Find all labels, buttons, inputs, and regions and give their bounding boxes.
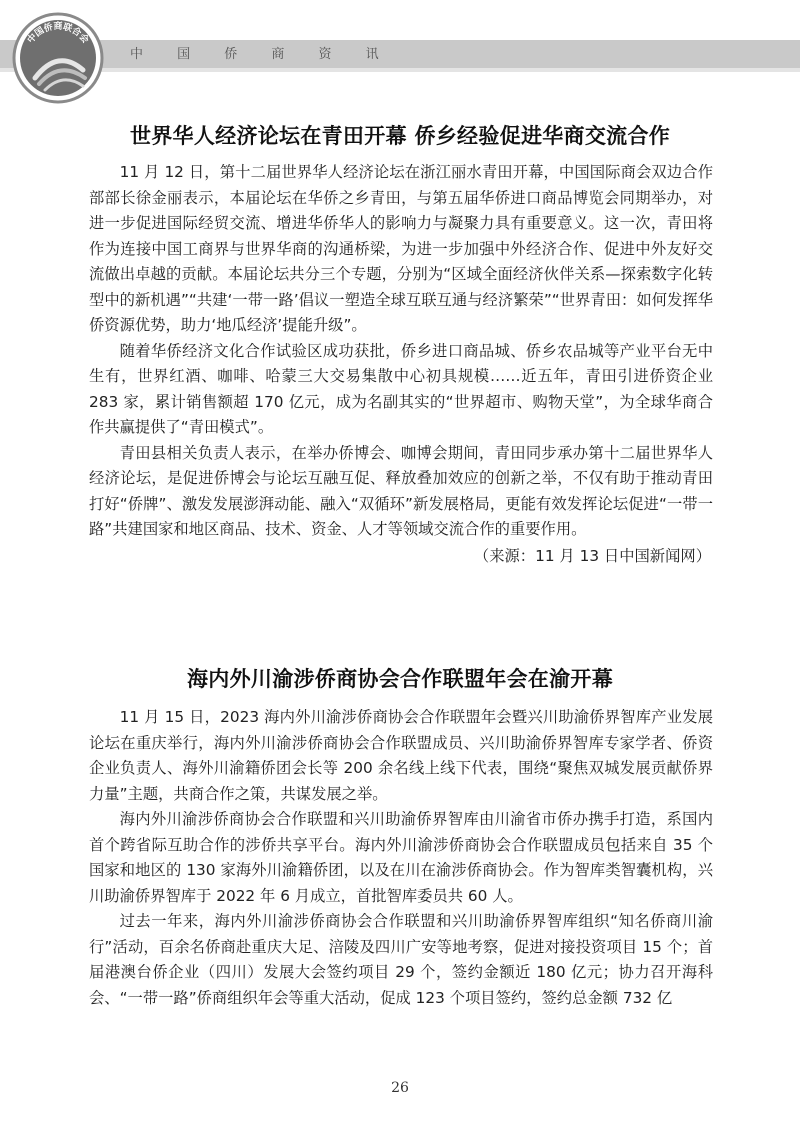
header-band	[0, 40, 800, 68]
article-paragraph: 11 月 12 日，第十二届世界华人经济论坛在浙江丽水青田开幕，中国国际商会双边合作部部长徐金丽表示，本届论坛在华侨之乡青田，与第五届华侨进口商品博览会同期举办，对进一步促进国际经贸交流、增进华侨华人的影响力与凝聚力具有重要意义。这一次，青田将作为连接中国工商界与世界华商的沟通桥梁，为进一步加强中外经济合作、促进中外友好交流做出卓越的贡献。本届论坛共分三个专题，分别为“区域全面经济伙伴关系—探索数字化转型中的新机遇”“共建‘一带一路’倡议一塑造全球互联互通与经济繁荣”“世界青田：如何发挥华侨资源优势，助力‘地瓜经济’提能升级”。	[89, 163, 713, 334]
article-paragraph: 随着华侨经济文化合作试验区成功获批，侨乡进口商品城、侨乡农品城等产业平台无中生有，世界红酒、咖啡、哈蒙三大交易集散中心初具规模……近五年，青田引进侨资企业 283 家，累计销售额超 170 亿元，成为名副其实的“世界超市、购物天堂”，为全球华商合作共赢提供了“青田模式”。	[89, 341, 713, 436]
logo-text: 中国侨商联合会	[25, 22, 91, 46]
article-paragraph: 过去一年来，海内外川渝涉侨商协会合作联盟和兴川助渝侨界智库组织“知名侨商川渝行”活动，百余名侨商赴重庆大足、涪陵及四川广安等地考察，促进对接投资项目 15 个；首届港澳台侨企业（四川）发展大会签约项目 29 个，签约金额近 180 亿元；协力召开海科会、“一带一路”侨商组织年会等重大活动，促成 123 个项目签约，签约总金额 732 亿	[89, 912, 713, 1007]
article-paragraph: 11 月 15 日，2023 海内外川渝涉侨商协会合作联盟年会暨兴川助渝侨界智库产业发展论坛在重庆举行，海内外川渝涉侨商协会合作联盟成员、兴川助渝侨界智库专家学者、侨资企业负责人、海外川渝籍侨团会长等 200 余名线上线下代表，围绕“聚焦双城发展贡献侨界力量”主题，共商合作之策，共谋发展之举。	[89, 708, 713, 803]
header-band-shadow	[0, 68, 800, 72]
article-source: （来源：11 月 13 日中国新闻网）	[473, 546, 711, 565]
federation-emblem-icon	[5, 8, 111, 104]
article-paragraph: 青田县相关负责人表示，在举办侨博会、咖博会期间，青田同步承办第十二届世界华人经济论坛，是促进侨博会与论坛互融互促、释放叠加效应的创新之举，不仅有助于推动青田打好“侨牌”、激发发展澎湃动能、融入“双循环”新发展格局，更能有效发挥论坛促进“一带一路”共建国家和地区商品、技术、资金、人才等领域交流合作的重要作用。	[89, 443, 713, 538]
article-title: 世界华人经济论坛在青田开幕 侨乡经验促进华商交流合作	[129, 124, 671, 148]
article-title: 海内外川渝涉侨商协会合作联盟年会在渝开幕	[187, 667, 613, 691]
article-chuanyu-alliance	[0, 663, 800, 1011]
page-number: 26	[391, 1080, 409, 1096]
article-paragraph: 海内外川渝涉侨商协会合作联盟和兴川助渝侨界智库由川渝省市侨办携手打造，系国内首个跨省际互助合作的涉侨共享平台。海内外川渝涉侨商协会合作联盟成员包括来自 35 个国家和地区的 130 家海外川渝籍侨团，以及在川在渝涉侨商协会。作为智库类智囊机构，兴川助渝侨界智库于 2022 年 6 月成立，首批智库委员共 60 人。	[89, 810, 713, 905]
section-title: 中 国 侨 商 资 讯	[130, 47, 394, 62]
article-qingtian-forum	[0, 120, 800, 569]
